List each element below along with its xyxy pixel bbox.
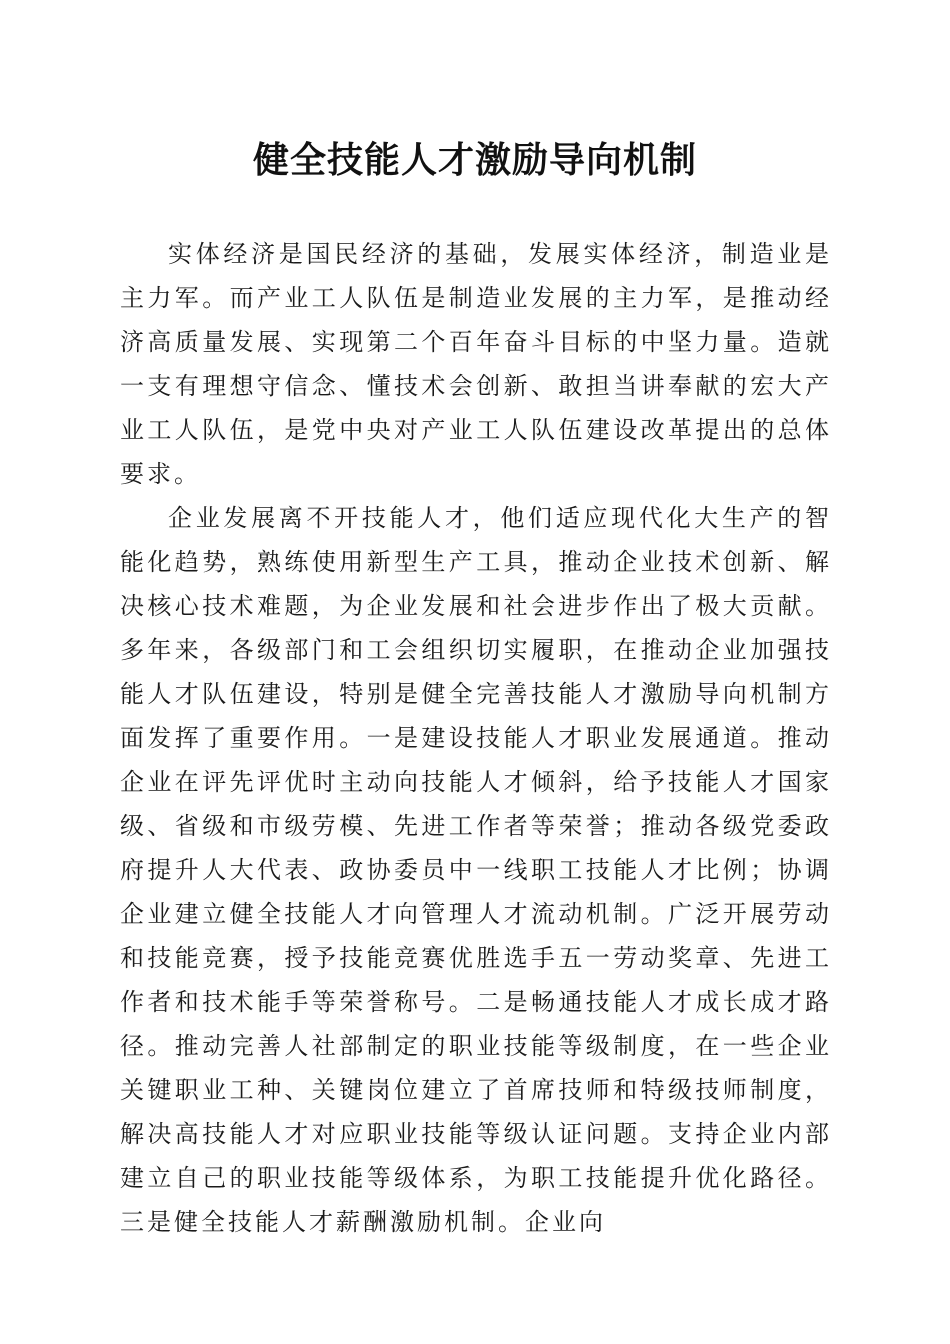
article-body bbox=[120, 232, 832, 1244]
paragraph-2: 企业发展离不开技能人才，他们适应现代化大生产的智能化趋势，熟练使用新型生产工具，推动企业技术创新、解决核心技术难题，为企业发展和社会进步作出了极大贡献。多年来，各级部门和工会组织切实履职，在推动企业加强技能人才队伍建设，特别是健全完善技能人才激励导向机制方面发挥了重要作用。一是建设技能人才职业发展通道。推动企业在评先评优时主动向技能人才倾斜，给予技能人才国家级、省级和市级劳模、先进工作者等荣誉；推动各级党委政府提升人大代表、政协委员中一线职工技能人才比例；协调企业建立健全技能人才向管理人才流动机制。广泛开展劳动和技能竞赛，授予技能竞赛优胜选手五一劳动奖章、先进工作者和技术能手等荣誉称号。二是畅通技能人才成长成才路径。推动完善人社部制定的职业技能等级制度，在一些企业关键职业工种、关键岗位建立了首席技师和特级技师制度，解决高技能人才对应职业技能等级认证问题。支持企业内部建立自己的职业技能等级体系，为职工技能提升优化路径。三是健全技能人才薪酬激励机制。企业向 bbox=[120, 504, 832, 1236]
page-title: 健全技能人才激励导向机制 bbox=[252, 139, 697, 181]
paragraph-1: 实体经济是国民经济的基础，发展实体经济，制造业是主力军。而产业工人队伍是制造业发展的主力军，是推动经济高质量发展、实现第二个百年奋斗目标的中坚力量。造就一支有理想守信念、懂技术会创新、敢担当讲奉献的宏大产业工人队伍，是党中央对产业工人队伍建设改革提出的总体要求。 bbox=[120, 240, 832, 488]
